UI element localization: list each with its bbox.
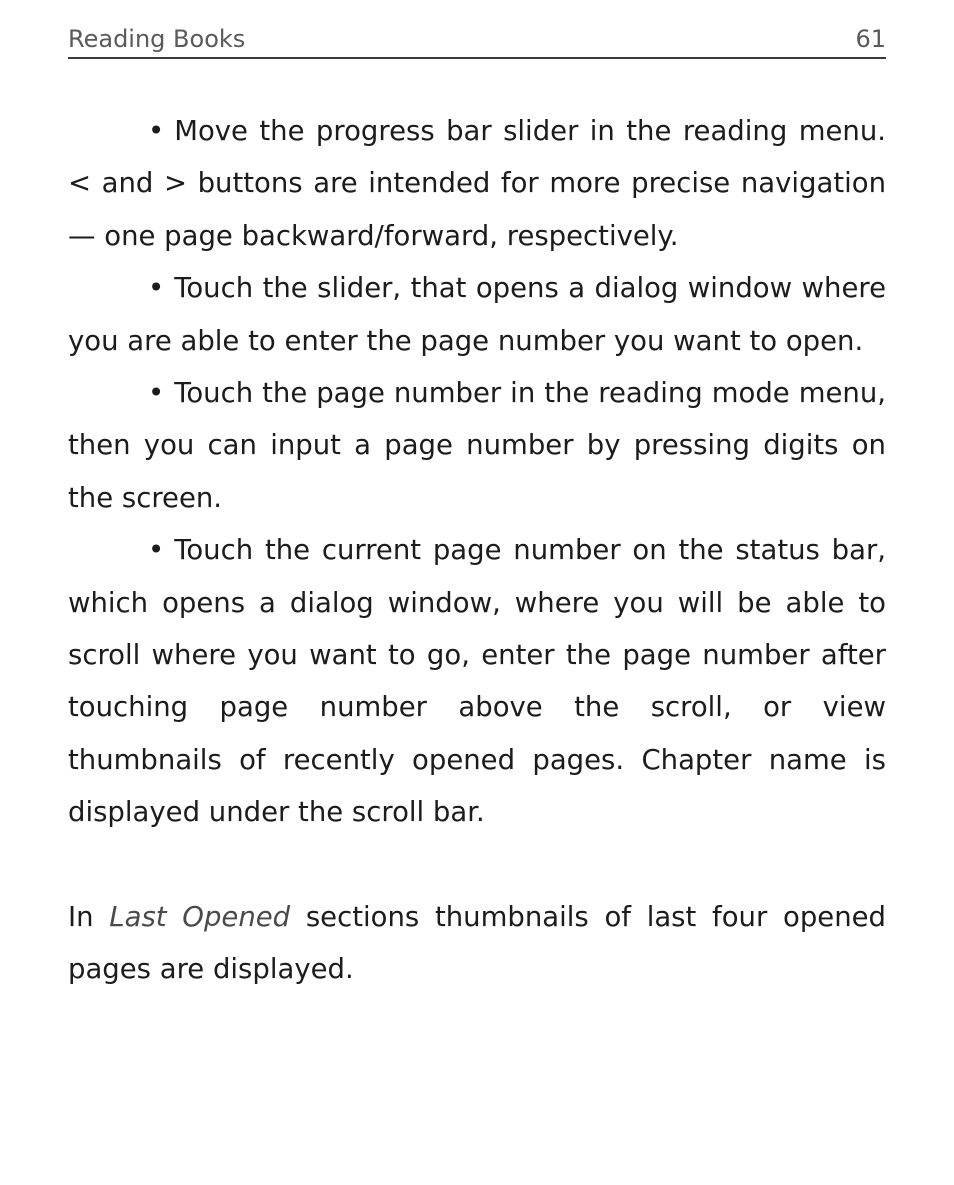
closing-prefix: In	[68, 901, 110, 934]
body-text	[68, 105, 886, 996]
closing-paragraph	[68, 891, 886, 996]
bullet-paragraph-2	[68, 262, 886, 367]
bullet-marker: •	[148, 115, 165, 147]
bullet-marker: •	[148, 377, 165, 410]
bullet-text: Touch the current page number on the status bar, which opens a dialog window, where you will be able to scroll where you want to go, enter the page number after touching page number above the scroll, or view thumbnails of recently opened pages. Chapter name is displayed under the scroll bar.	[68, 534, 886, 829]
bullet-marker: •	[148, 272, 165, 305]
running-header	[68, 24, 886, 59]
bullet-text: Touch the page number in the reading mode menu, then you can input a page number by pressing digits on the screen.	[68, 377, 886, 514]
paragraph-gap	[68, 839, 886, 891]
bullet-paragraph-4	[68, 524, 886, 838]
document-page	[68, 24, 886, 996]
bullet-marker: •	[148, 534, 165, 567]
bullet-paragraph-1	[68, 105, 886, 262]
bullet-text: Move the progress bar slider in the reading menu. < and > buttons are intended for more precise navigation — one page backward/forward, respectively.	[68, 115, 886, 252]
last-opened-term: Last Opened	[109, 901, 291, 934]
section-title: Reading Books	[68, 25, 246, 53]
bullet-text: Touch the slider, that opens a dialog window where you are able to enter the page number you want to open.	[68, 272, 886, 357]
closing-suffix: sections thumbnails of last four opened pages are displayed.	[68, 901, 887, 986]
page-number: 61	[855, 25, 886, 53]
bullet-paragraph-3	[68, 367, 886, 524]
